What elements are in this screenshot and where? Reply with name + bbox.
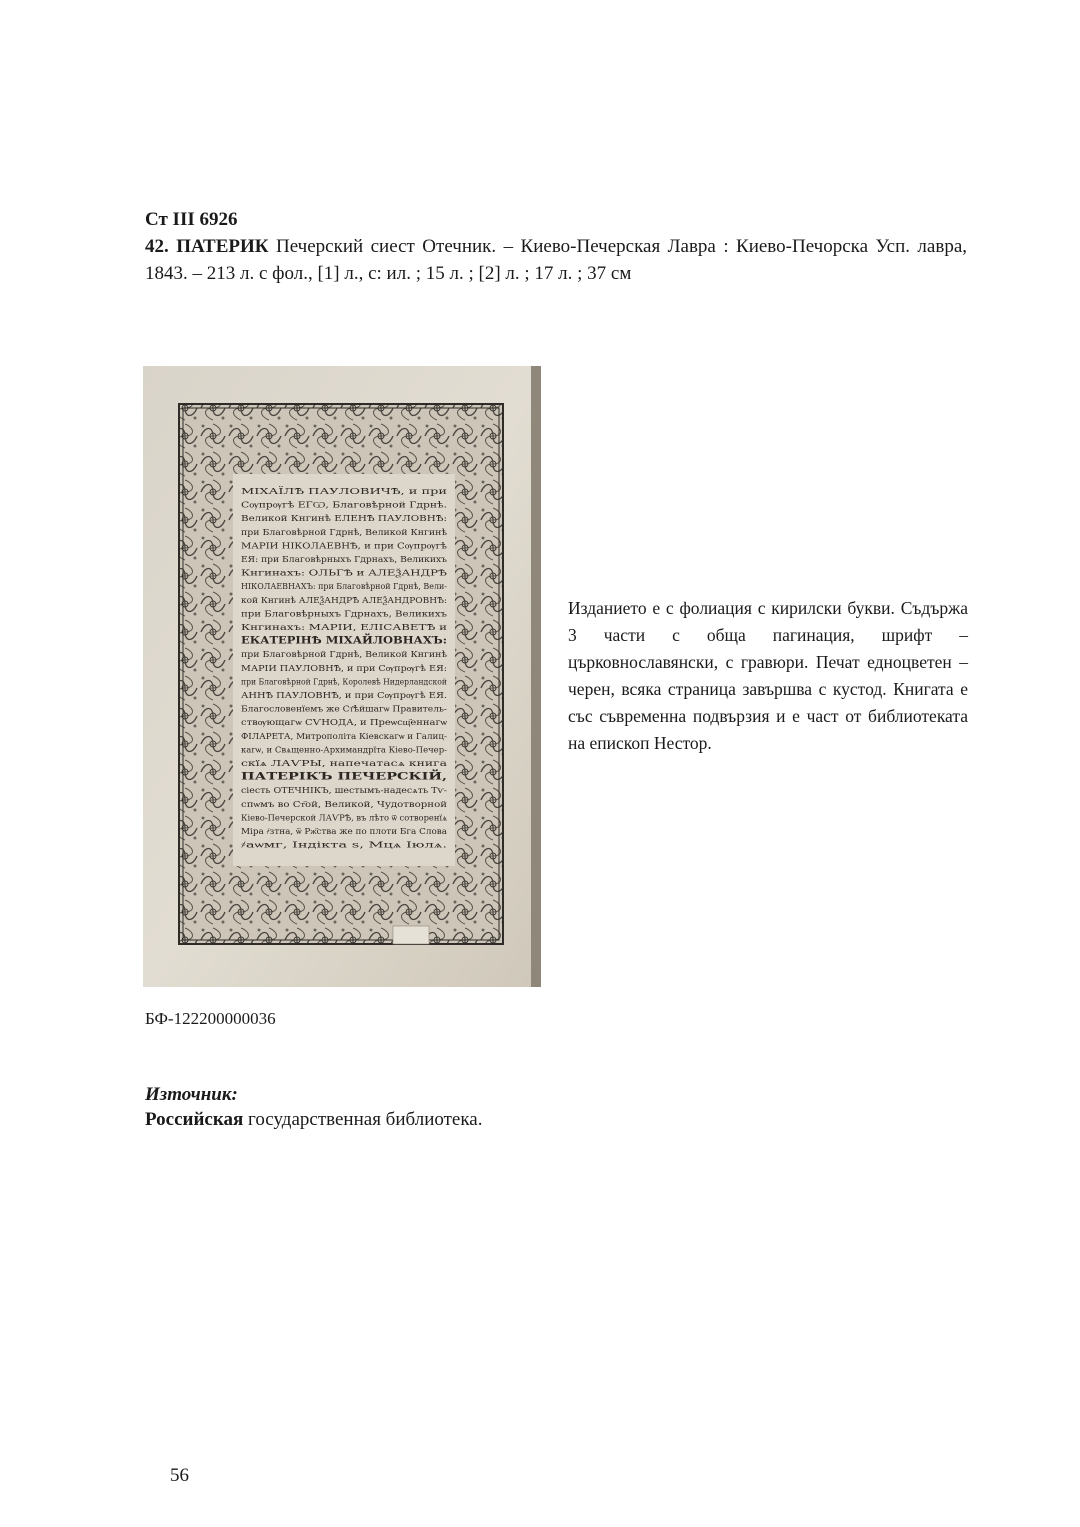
title-page-line: сіесть ОТЕЧНІКЪ, шестымъ-надесѧть Тѵ-	[241, 785, 448, 796]
library-stamp	[393, 926, 429, 944]
title-page-line: Кнгинахъ: МАРІИ, ЕЛІСАВЕТѢ и	[241, 622, 448, 632]
title-page-line: Благословенїемъ же Ст҃ѣйшагѡ Правитель-	[241, 703, 448, 714]
title-page-line: при Благовѣрныхъ Гдрнахъ, Великихъ	[241, 608, 447, 619]
record-title: 42. ПАТЕРИК	[145, 236, 269, 257]
title-page-line: Сѹпрѹгѣ ЕГѠ, Благовѣрной Гдрнѣ.	[241, 499, 447, 510]
bibliographic-record	[145, 233, 967, 287]
title-page-line: скїѧ ЛАѴРЫ, напечатасѧ книга	[241, 758, 448, 768]
catalog-id: БФ-122200000036	[145, 1009, 276, 1028]
title-page-line: при Благовѣрной Гдрнѣ, Великой Кнгинѣ	[241, 649, 448, 660]
description	[568, 595, 968, 757]
title-page-line: ФІЛАРЕТА, Митрополіта Кіевскагѡ и Галиц-	[241, 730, 448, 741]
book-edge	[531, 366, 541, 987]
title-page-line: кагѡ, и Свѧщенно-Архимандрїта Кіево-Печер-	[241, 744, 448, 755]
source-label: Източник:	[145, 1084, 238, 1105]
title-page-line: МІХАЇЛѢ ПАУЛОВИЧѢ, и при	[241, 486, 448, 496]
page-number: 56	[170, 1465, 189, 1486]
title-page-line: Міра ҂зтна, ѿ Рж҃ства же по плоти Бга Слова	[241, 826, 448, 836]
title-page-line: НІКОЛАЕВНАХЪ: при Благовѣрной Гдрнѣ, Вели-	[241, 581, 448, 592]
title-page-line: кой Кнгинѣ АЛЕѮАНДРѢ АЛЕѮАНДРОВНѢ:	[241, 594, 447, 605]
title-page-line: ствѹющагѡ СѴНОДА, и Преѡсщ҃еннагѡ	[241, 717, 448, 728]
title-page-photo	[143, 366, 541, 987]
source-text	[145, 1108, 482, 1132]
title-page-line: ПАТЕРІКЪ ПЕЧЕРСКІЙ,	[241, 771, 384, 783]
title-page-line: МАРІИ ПАУЛОВНѢ, и при Сѹпрѹгѣ ЕЯ:	[241, 662, 447, 673]
title-page-text	[241, 486, 448, 850]
title-page-line: Великой Кнгинѣ ЕЛЕНѢ ПАУЛОВНѢ:	[241, 513, 447, 524]
title-page-line: Кнгинахъ: ОЛЬГѢ и АЛЕѮАНДРѢ	[241, 567, 447, 578]
source-rest: государственная библиотека.	[243, 1109, 483, 1130]
title-page-line: Кіево-Печерской ЛАѴРѢ, въ лѣто ѿ сотворенїѧ	[241, 812, 448, 823]
title-page-line: ЕКАТЕРІНѢ МІХАЙЛОВНАХЪ:	[241, 635, 421, 647]
record-details: Печерский сиест Отечник. – Киево-Печерская Лавра : Киево-Печорска Усп. лавра, 1843. – 213 л. с фол., [1] л., с: ил. ; 15 л. ; [2] л. ; 17 л. ; 37 см	[145, 236, 968, 284]
title-page-line: ЕЯ: при Благовѣрныхъ Гдрнахъ, Великихъ	[241, 554, 447, 564]
title-page-line: спѡмъ во Ст҃ой, Великой, Чудотворной	[241, 798, 448, 809]
title-page-line: при Благовѣрной Гдрнѣ, Великой Кнгинѣ	[241, 526, 448, 537]
shelfmark: Ст III 6926	[145, 209, 238, 230]
title-page-line: при Благовѣрной Гдрнѣ, Королевѣ Нидерландской	[241, 676, 448, 687]
title-page-line: АННѢ ПАУЛОВНѢ, и при Сѹпрѹгѣ ЕЯ.	[241, 690, 447, 700]
title-page-line: МАРІИ НІКОЛАЕВНѢ, и при Сѹпрѹгѣ	[241, 540, 448, 551]
title-page-line: ҂аѡмг, Індікта ѕ, Мцѧ Іюлѧ.	[241, 839, 447, 850]
source-bold: Российская	[145, 1109, 244, 1130]
description-text: Изданието е с фолиация с кирилски букви. Съдържа 3 части с обща пагинация, шрифт – църковнославянски, с гравюри. Печат едноцветен – черен, всяка страница завършва с кустод. Книгата е със съвременна подвързия и е част от библиотеката на епископ Нестор.	[568, 598, 968, 753]
